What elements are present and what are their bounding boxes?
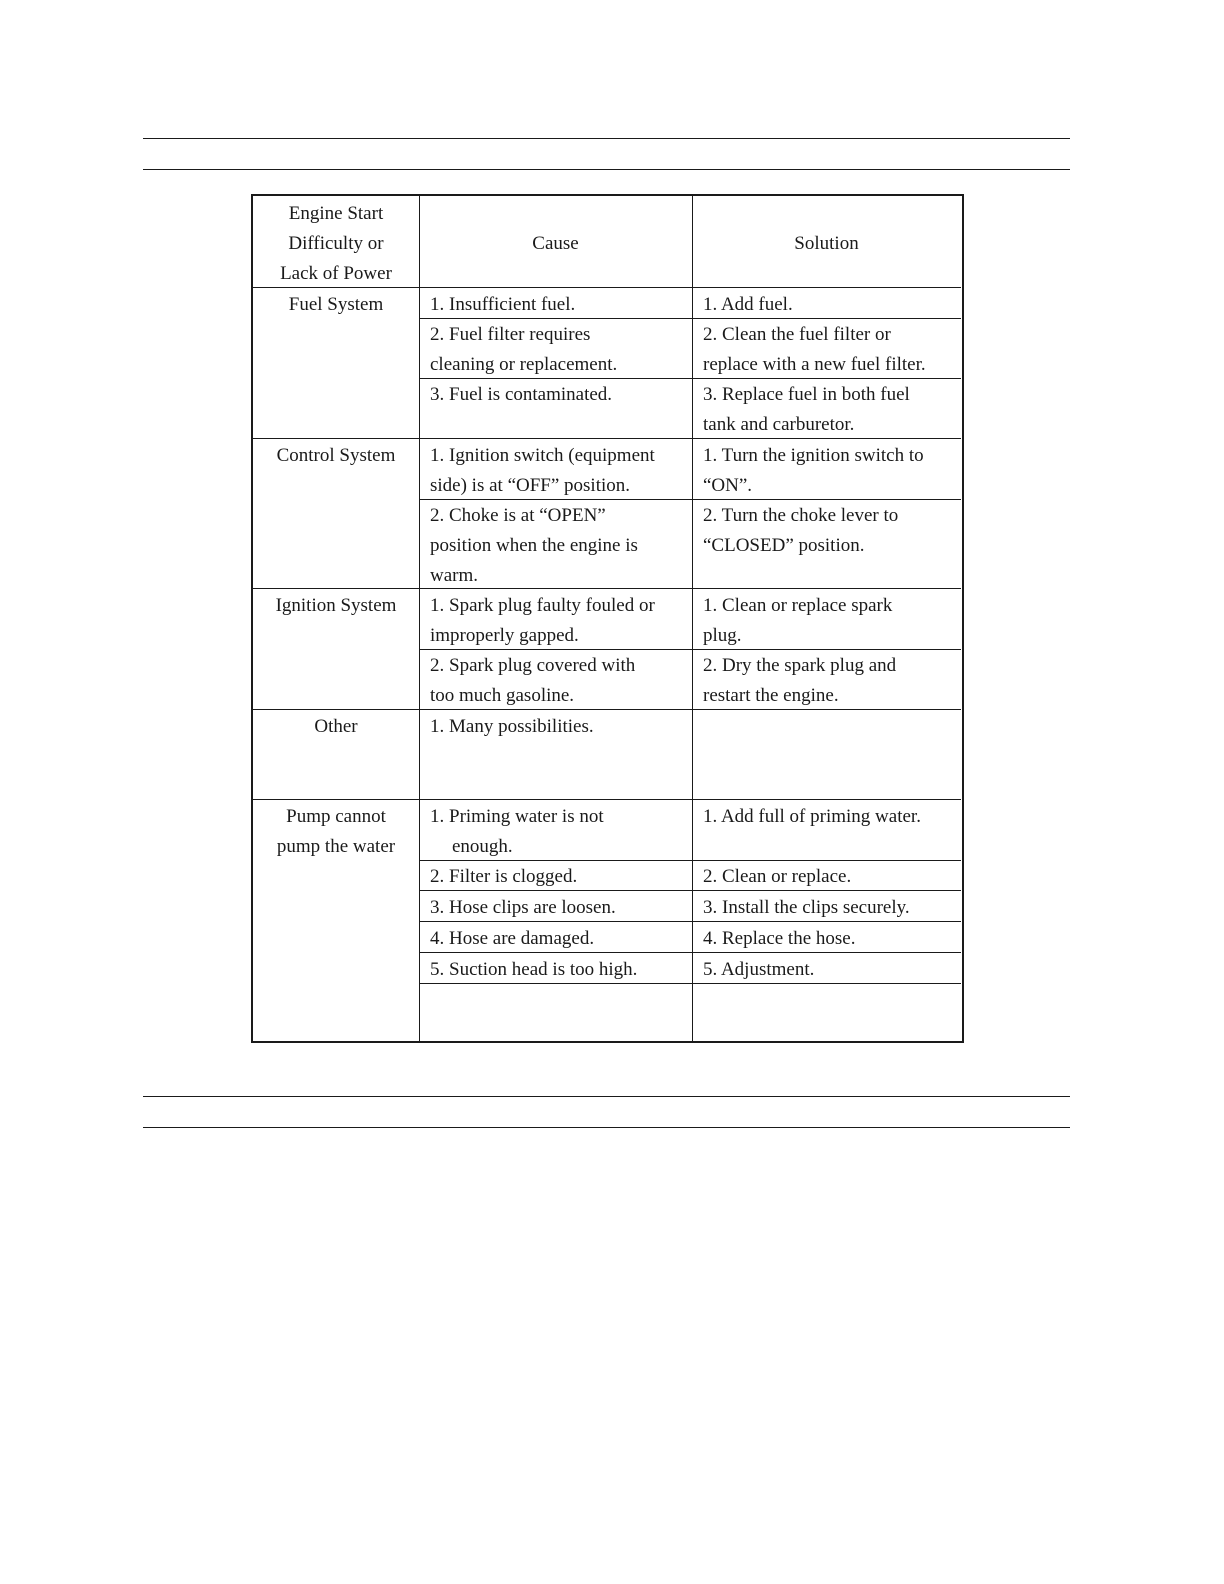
solution-cell: 2. Clean or replace. bbox=[703, 866, 852, 887]
cause-cell: 5. Suction head is too high. bbox=[430, 959, 638, 980]
solution-cell: 1. Add fuel. bbox=[703, 294, 793, 315]
cause-cell: 2. Fuel filter requires cleaning or replacement. bbox=[430, 324, 618, 376]
solution-cell: 2. Dry the spark plug and restart the engine. bbox=[703, 655, 897, 707]
problem-other: Other bbox=[314, 716, 358, 737]
cause-cell: 1. Many possibilities. bbox=[430, 716, 594, 737]
column-divider-cause bbox=[692, 196, 693, 1041]
solution-cell: 2. Turn the choke lever to “CLOSED” position. bbox=[703, 505, 899, 557]
cause-cell: 4. Hose are damaged. bbox=[430, 928, 595, 949]
header-problem: Engine Start Difficulty or Lack of Power bbox=[280, 203, 392, 285]
solution-cell: 3. Replace fuel in both fuel tank and carburetor. bbox=[703, 384, 910, 436]
troubleshooting-table bbox=[251, 194, 964, 1043]
solution-cell: 1. Clean or replace spark plug. bbox=[703, 595, 893, 647]
cause-cell: 1. Spark plug faulty fouled or improperly gapped. bbox=[430, 595, 655, 647]
solution-cell: 5. Adjustment. bbox=[703, 959, 815, 980]
cause-cell: 1. Priming water is not enough. bbox=[430, 806, 604, 858]
problem-ignition-system: Ignition System bbox=[275, 595, 397, 616]
header-cause: Cause bbox=[532, 233, 579, 254]
cause-cell: 3. Fuel is contaminated. bbox=[430, 384, 613, 405]
top-rule-lower bbox=[143, 169, 1070, 170]
solution-cell: 2. Clean the fuel filter or replace with a new fuel filter. bbox=[703, 324, 926, 376]
problem-control-system: Control System bbox=[276, 445, 396, 466]
problem-fuel-system: Fuel System bbox=[288, 294, 384, 315]
solution-cell: 3. Install the clips securely. bbox=[703, 897, 910, 918]
cause-cell: 2. Filter is clogged. bbox=[430, 866, 578, 887]
section-divider bbox=[253, 799, 961, 800]
bottom-rule-upper bbox=[143, 1096, 1070, 1097]
cause-cell: 1. Insufficient fuel. bbox=[430, 294, 576, 315]
solution-cell: 1. Turn the ignition switch to “ON”. bbox=[703, 445, 924, 497]
cause-cell: 2. Spark plug covered with too much gasoline. bbox=[430, 655, 636, 707]
cause-cell: 2. Choke is at “OPEN” position when the engine is warm. bbox=[430, 505, 638, 587]
column-divider-problem bbox=[419, 196, 420, 1041]
cause-cell: 3. Hose clips are loosen. bbox=[430, 897, 616, 918]
header-solution: Solution bbox=[794, 233, 859, 254]
bottom-rule-lower bbox=[143, 1127, 1070, 1128]
solution-cell: 1. Add full of priming water. bbox=[703, 806, 921, 827]
solution-cell: 4. Replace the hose. bbox=[703, 928, 856, 949]
top-rule-upper bbox=[143, 138, 1070, 139]
cause-cell: 1. Ignition switch (equipment side) is at “OFF” position. bbox=[430, 445, 655, 497]
problem-pump: Pump cannot pump the water bbox=[276, 806, 396, 858]
